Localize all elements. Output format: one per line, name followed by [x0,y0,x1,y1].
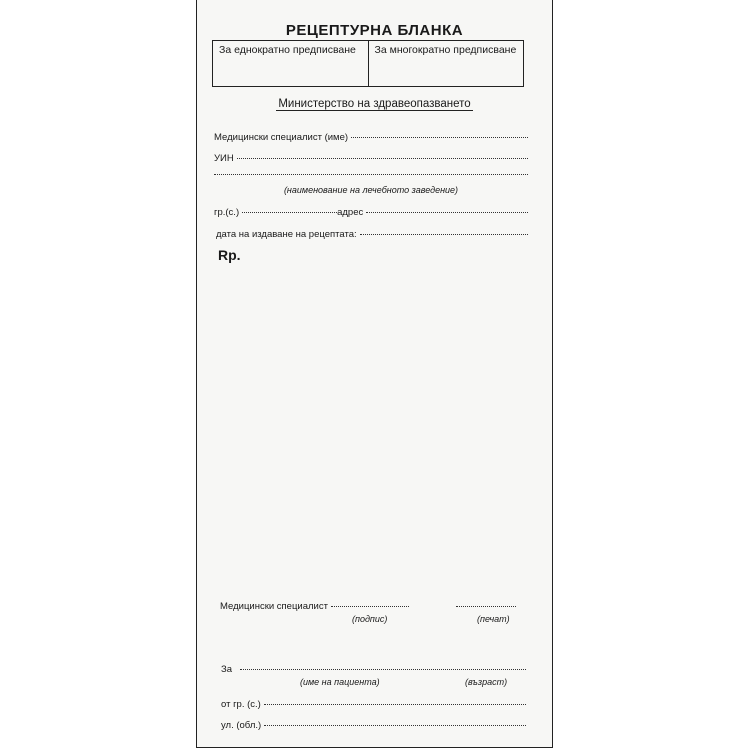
patient-city-field[interactable] [264,703,526,705]
patient-age-hint: (възраст) [465,677,508,687]
address-field[interactable] [366,211,528,213]
uin-field[interactable] [237,157,528,159]
stamp-field[interactable] [456,605,516,607]
facility-field[interactable] [214,173,528,175]
multiple-prescription-option[interactable]: За многократно предписване [368,41,524,86]
signature-hint: (подпис) [352,614,388,624]
patient-street-label: ул. (обл.) [221,720,262,731]
specialist-name-field[interactable] [351,136,528,138]
patient-street-field[interactable] [264,724,526,726]
form-title: РЕЦЕПТУРНА БЛАНКА [285,22,464,39]
prescription-type-box [212,40,524,87]
address-label: адрес [337,207,364,218]
issue-date-label: дата на издаване на рецептата: [216,229,357,240]
patient-name-row [221,664,526,675]
uin-row [214,153,528,164]
prescription-body-area[interactable] [218,268,528,588]
patient-street-row [221,720,526,731]
prescription-form [196,0,553,748]
facility-hint: (наименование на лечебното заведение) [283,185,459,195]
specialist-name-row [214,132,528,143]
patient-for-label: За [221,664,233,675]
city-label: гр.(с.) [214,207,240,218]
facility-row [214,175,528,177]
issue-date-field[interactable] [360,233,528,235]
city-field[interactable] [242,211,337,213]
signature-row [220,601,524,612]
patient-city-label: от гр. (с.) [221,699,261,710]
uin-label: УИН [214,153,234,164]
stamp-hint: (печат) [477,614,510,624]
rp-label: Rp. [218,247,241,263]
patient-city-row [221,699,526,710]
signature-field[interactable] [331,605,409,607]
specialist-name-label: Медицински специалист (име) [214,132,349,143]
ministry-label: Министерство на здравеопазването [278,98,471,110]
patient-name-hint: (име на пациента) [300,677,380,687]
patient-name-field[interactable] [240,668,526,670]
single-prescription-option[interactable]: За еднократно предписване [219,44,356,56]
ministry-heading [197,98,552,110]
specialist-signature-label: Медицински специалист [220,601,328,612]
issue-date-row [216,229,528,240]
city-address-row [214,207,528,218]
